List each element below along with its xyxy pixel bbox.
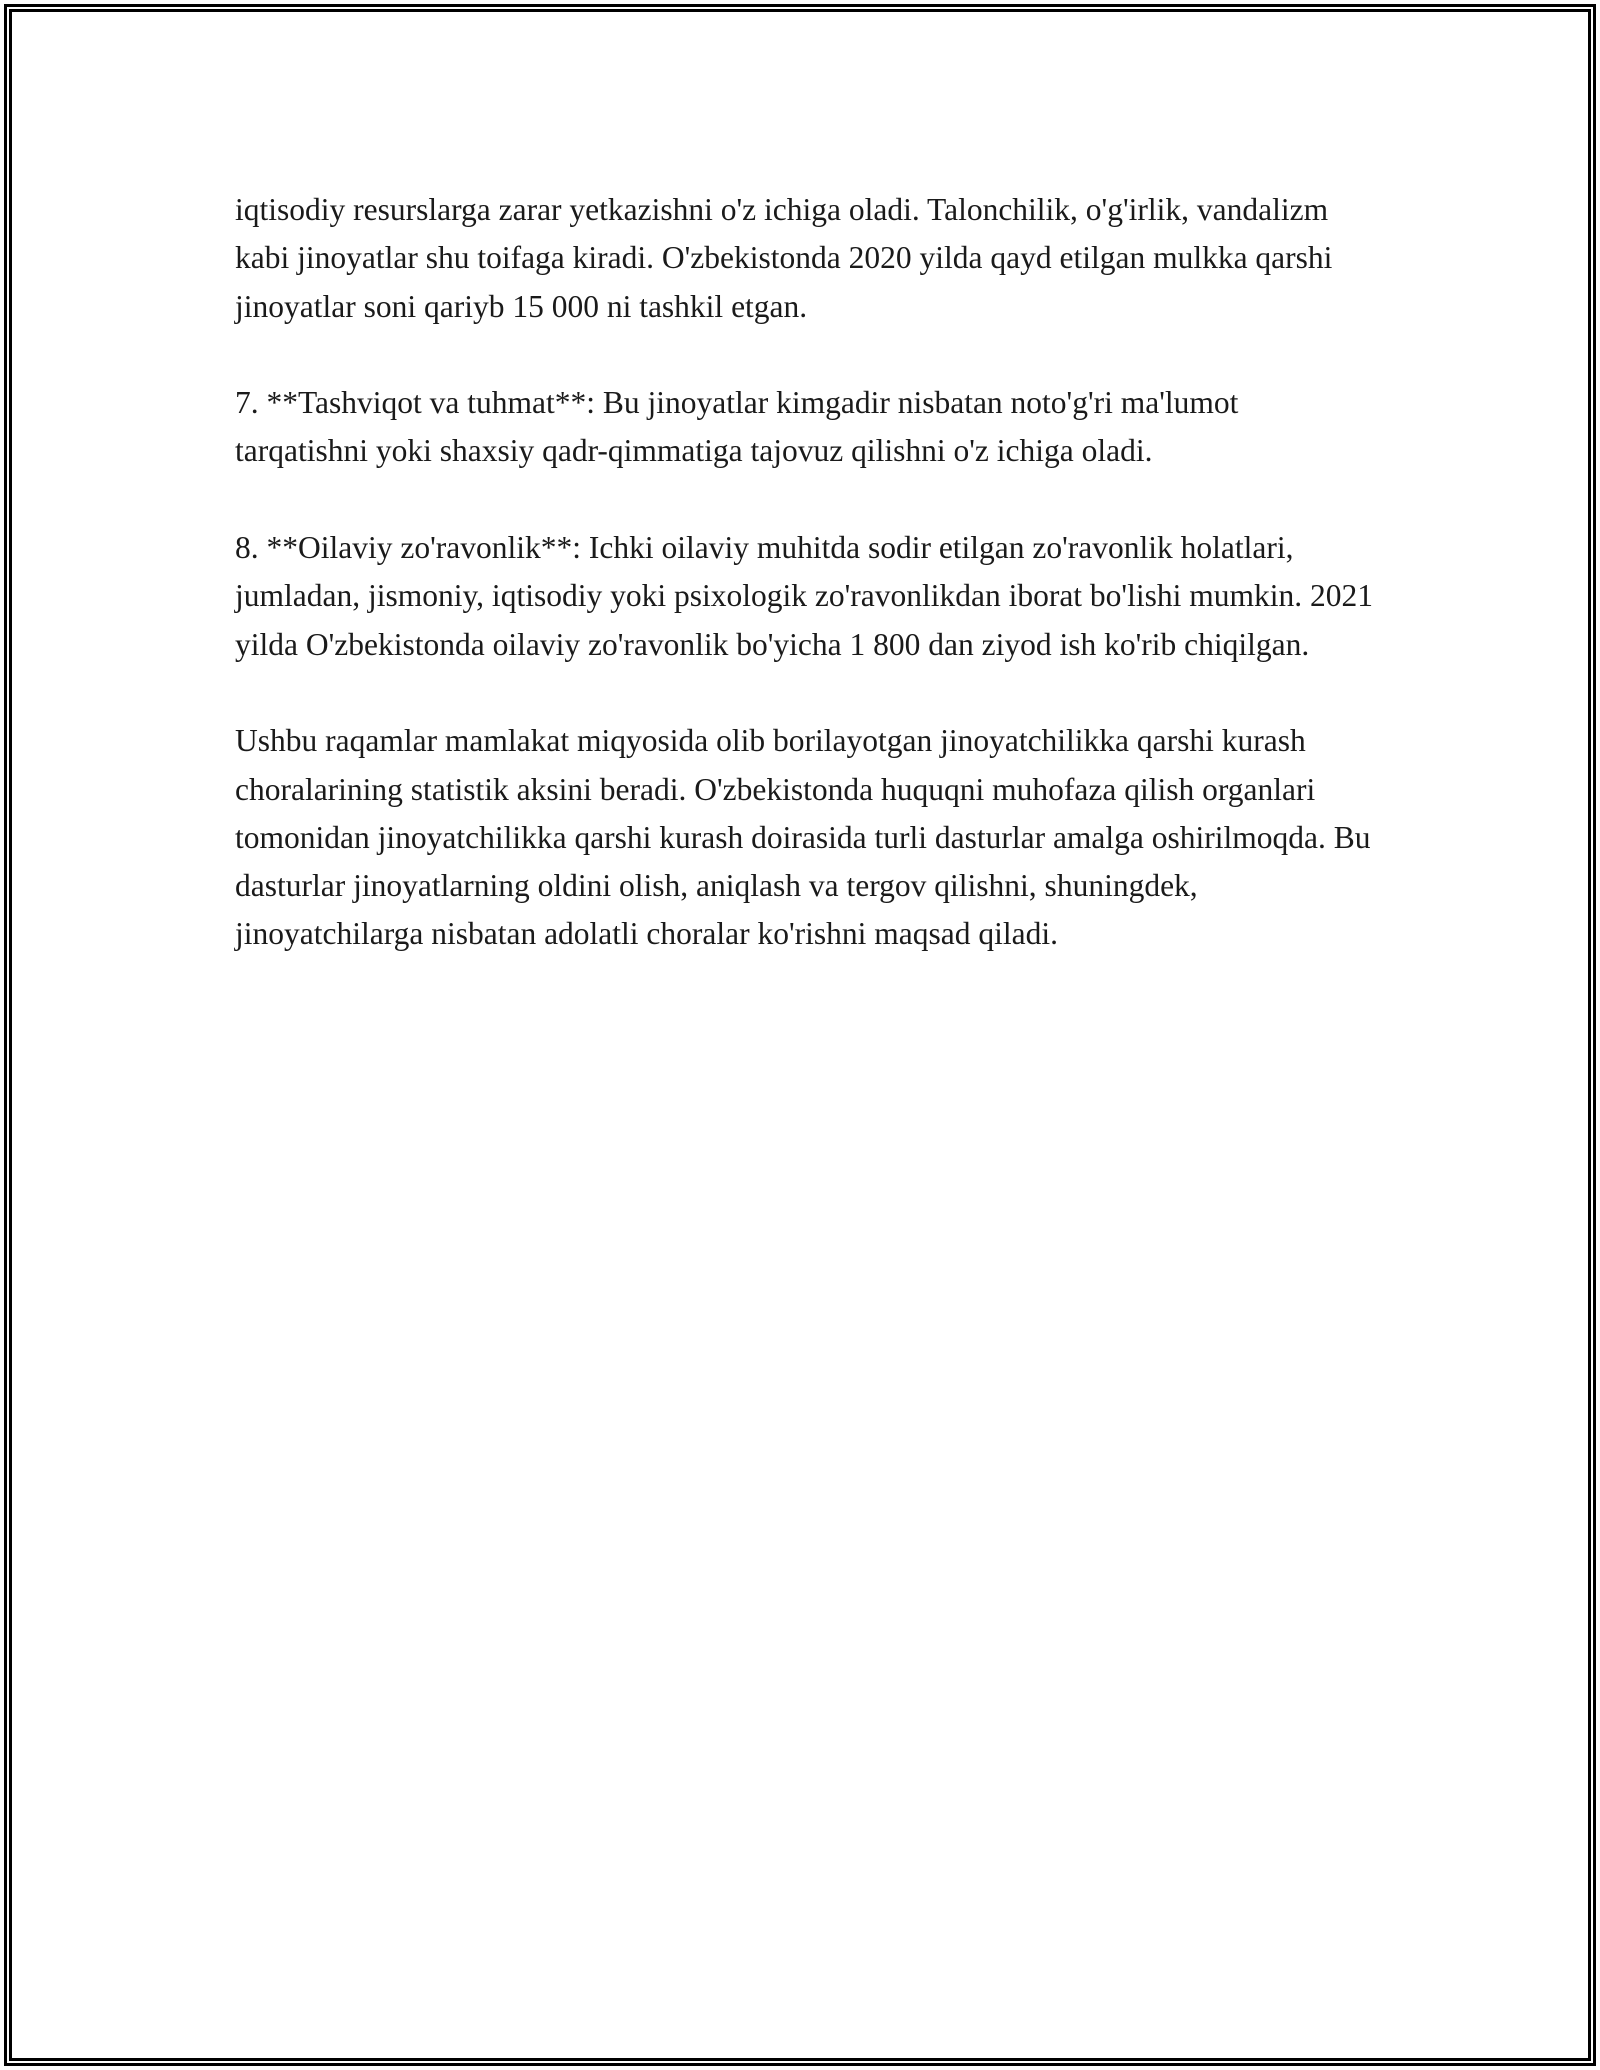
paragraph-defamation: 7. **Tashviqot va tuhmat**: Bu jinoyatlar kimgadir nisbatan noto'g'ri ma'lumot tarqatishni yoki shaxsiy qadr-qimmatiga tajovuz qilishni o'z ichiga oladi.	[235, 385, 1239, 469]
paragraph-conclusion: Ushbu raqamlar mamlakat miqyosida olib borilayotgan jinoyatchilikka qarshi kurash choralarining statistik aksini beradi. O'zbekistonda huquqni muhofaza qilish organlari tomonidan jinoyatchilikka qarshi kurash doirasida turli dasturlar amalga oshirilmoqda. Bu dasturlar jinoyatlarning oldini olish, aniqlash va tergov qilishni, shuningdek, jinoyatchilarga nisbatan adolatli choralar ko'rishni maqsad qiladi.	[235, 723, 1371, 952]
document-body	[235, 186, 1375, 1007]
paragraph-domestic-violence: 8. **Oilaviy zo'ravonlik**: Ichki oilaviy muhitda sodir etilgan zo'ravonlik holatlari, jumladan, jismoniy, iqtisodiy yoki psixologik zo'ravonlikdan iborat bo'lishi mumkin. 2021 yilda O'zbekistonda oilaviy zo'ravonlik bo'yicha 1 800 dan ziyod ish ko'rib chiqilgan.	[235, 530, 1373, 662]
paragraph-property-crimes: iqtisodiy resurslarga zarar yetkazishni o'z ichiga oladi. Talonchilik, o'g'irlik, vandalizm kabi jinoyatlar shu toifaga kiradi. O'zbekistonda 2020 yilda qayd etilgan mulkka qarshi jinoyatlar soni qariyb 15 000 ni tashkil etgan.	[235, 192, 1333, 324]
